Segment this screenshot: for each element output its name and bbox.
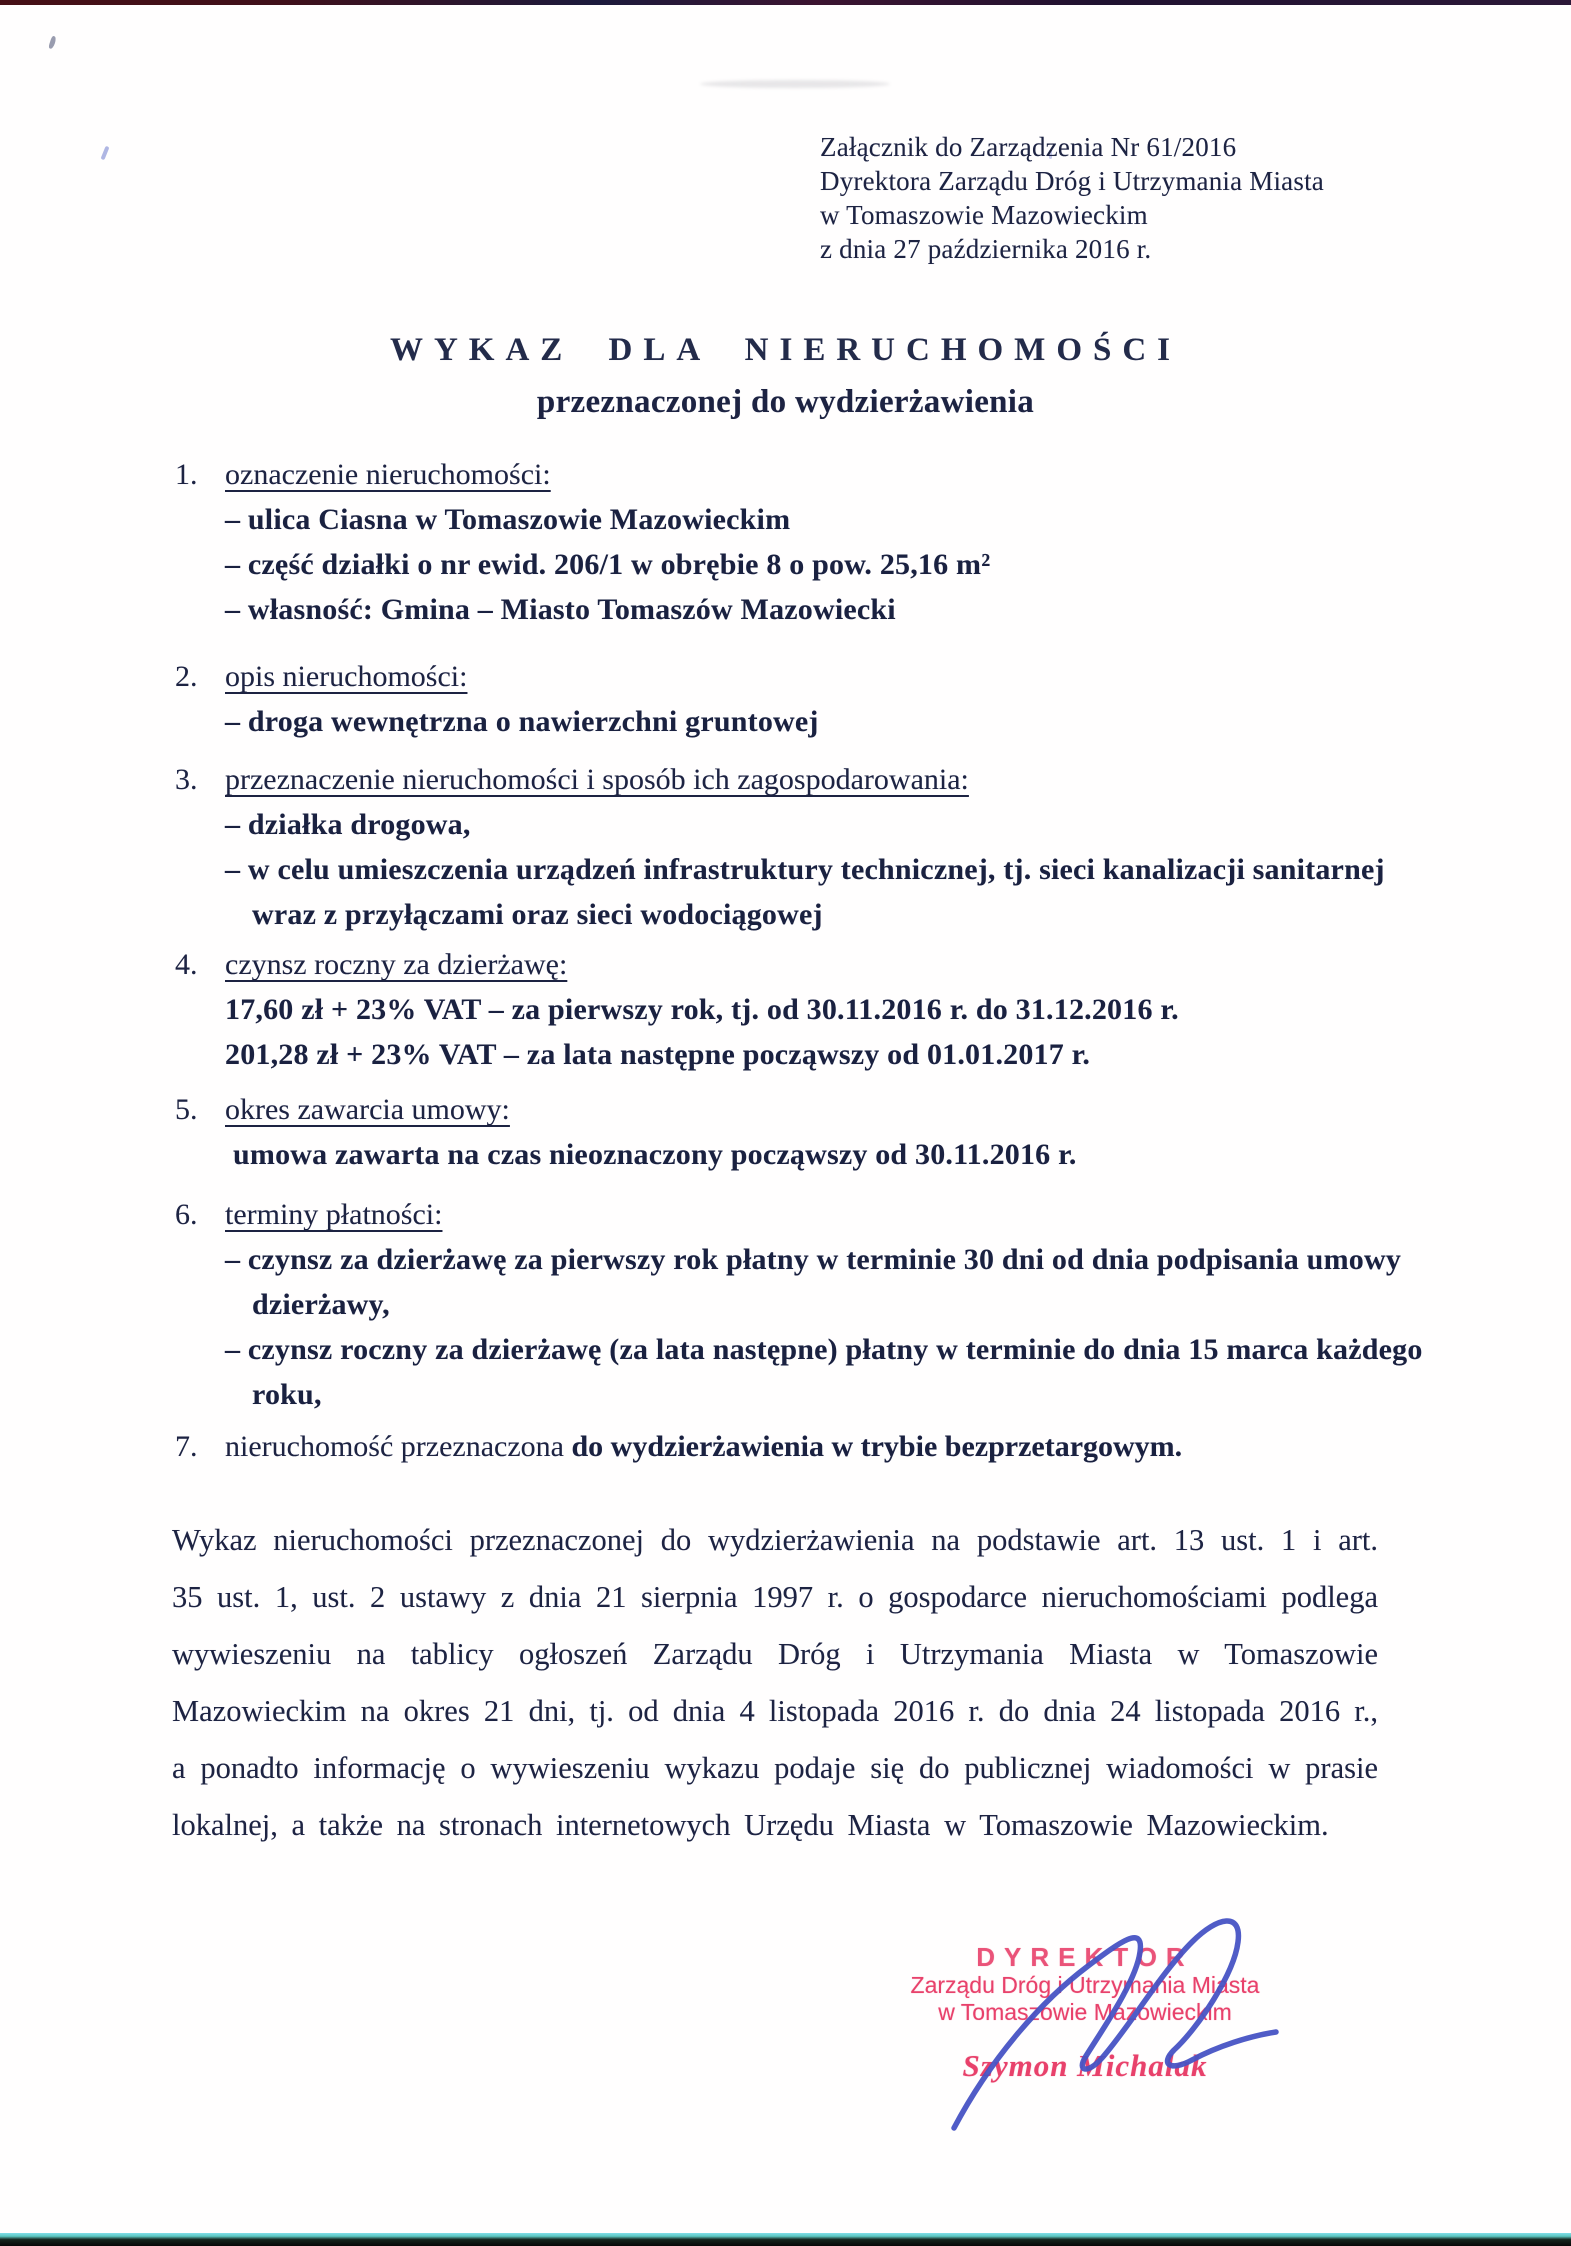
item-heading: przeznaczenie nieruchomości i sposób ich zagospodarowania: [225,763,969,796]
list-item-4 [175,942,1415,1077]
header-line: z dnia 27 października 2016 r. [820,234,1152,264]
list-item-6 [175,1192,1423,1417]
item-number: 1. [175,458,198,491]
item-heading: oznaczenie nieruchomości: [225,458,551,491]
item-entry: – czynsz roczny za dzierżawę (za lata następne) płatny w terminie do dnia 15 marca każdego roku, [225,1333,1423,1411]
list-item-2 [175,654,1415,744]
item-entry [225,1424,1435,1469]
closing-paragraph: Wykaz nieruchomości przeznaczonej do wydzierżawienia na podstawie art. 13 ust. 1 i art. 35 ust. 1, ust. 2 ustawy z dnia 21 sierpnia 1997 r. o gospodarce nieruchomościami podlega wywieszeniu na tablicy ogłoszeń Zarządu Dróg i Utrzymania Miasta w Tomaszowie Mazowieckim na okres 21 dni, tj. od dnia 4 listopada 2016 r. do dnia 24 listopada 2016 r., a ponadto informację o wywieszeniu wykazu podaje się do publicznej wiadomości w prasie lokalnej, a także na stronach internetowych Urzędu Miasta w Tomaszowie Mazowieckim. [172,1523,1378,1842]
item7-lead: nieruchomość przeznaczona [225,1430,572,1463]
stamp-org-line: w Tomaszowie Mazowieckim [938,1999,1232,2025]
header-line: w Tomaszowie Mazowieckim [820,200,1148,230]
item-heading: terminy płatności: [225,1198,443,1231]
scan-bottom-edge-artifact [0,2233,1571,2246]
scan-smudge [700,80,890,88]
director-stamp [880,1942,1290,2084]
stamp-name: Szymon Michalak [962,2048,1208,2083]
item-entry: 201,28 zł + 23% VAT – za lata następne począwszy od 01.01.2017 r. [225,1038,1091,1071]
stamp-org-line: Zarządu Dróg i Utrzymania Miasta [910,1972,1260,1998]
list-item-3 [175,757,1415,937]
item-number: 3. [175,763,198,796]
item-entry: 17,60 zł + 23% VAT – za pierwszy rok, tj. od 30.11.2016 r. do 31.12.2016 r. [225,993,1179,1026]
scan-speck [48,36,57,50]
scan-top-edge-artifact [0,0,1571,5]
page-subtitle: przeznaczonej do wydzierżawienia [536,384,1035,420]
item-entry: – ulica Ciasna w Tomaszowie Mazowieckim [225,503,791,536]
header-line: Dyrektora Zarządu Dróg i Utrzymania Miasta [820,166,1324,196]
list-item-1 [175,452,1415,632]
item-entry: – własność: Gmina – Miasto Tomaszów Mazowiecki [225,593,896,626]
list-item-7 [175,1424,1415,1469]
item-number: 5. [175,1093,198,1126]
item-number: 4. [175,948,198,981]
item-entry: – w celu umieszczenia urządzeń infrastruktury technicznej, tj. sieci kanalizacji sanitarnej wraz z przyłączami oraz sieci wodociągowej [225,853,1385,931]
item-heading: opis nieruchomości: [225,660,468,693]
item-heading: okres zawarcia umowy: [225,1093,510,1126]
item-entry: – czynsz za dzierżawę za pierwszy rok płatny w terminie 30 dni od dnia podpisania umowy dzierżawy, [225,1243,1402,1321]
item-number: 2. [175,660,198,693]
item7-bold: do wydzierżawienia w trybie bezprzetargowym. [571,1430,1183,1463]
item-heading: czynsz roczny za dzierżawę: [225,948,568,981]
attachment-header [820,130,1324,266]
page-title: WYKAZ DLA NIERUCHOMOŚCI [389,332,1182,368]
scan-speck [101,146,110,160]
stamp-title: DYREKTOR [976,1942,1194,1972]
item-entry: – droga wewnętrzna o nawierzchni gruntowej [225,705,819,738]
item-entry: – część działki o nr ewid. 206/1 w obrębie 8 o pow. 25,16 m² [225,548,991,581]
title-block [0,332,1571,421]
item-entry: – działka drogowa, [225,808,471,841]
item-number: 7. [175,1430,198,1463]
header-line: Załącznik do Zarządzenia Nr 61/2016 [820,132,1237,162]
item-number: 6. [175,1198,198,1231]
item-entry: umowa zawarta na czas nieoznaczony począwszy od 30.11.2016 r. [233,1138,1077,1171]
list-item-5 [175,1087,1415,1177]
